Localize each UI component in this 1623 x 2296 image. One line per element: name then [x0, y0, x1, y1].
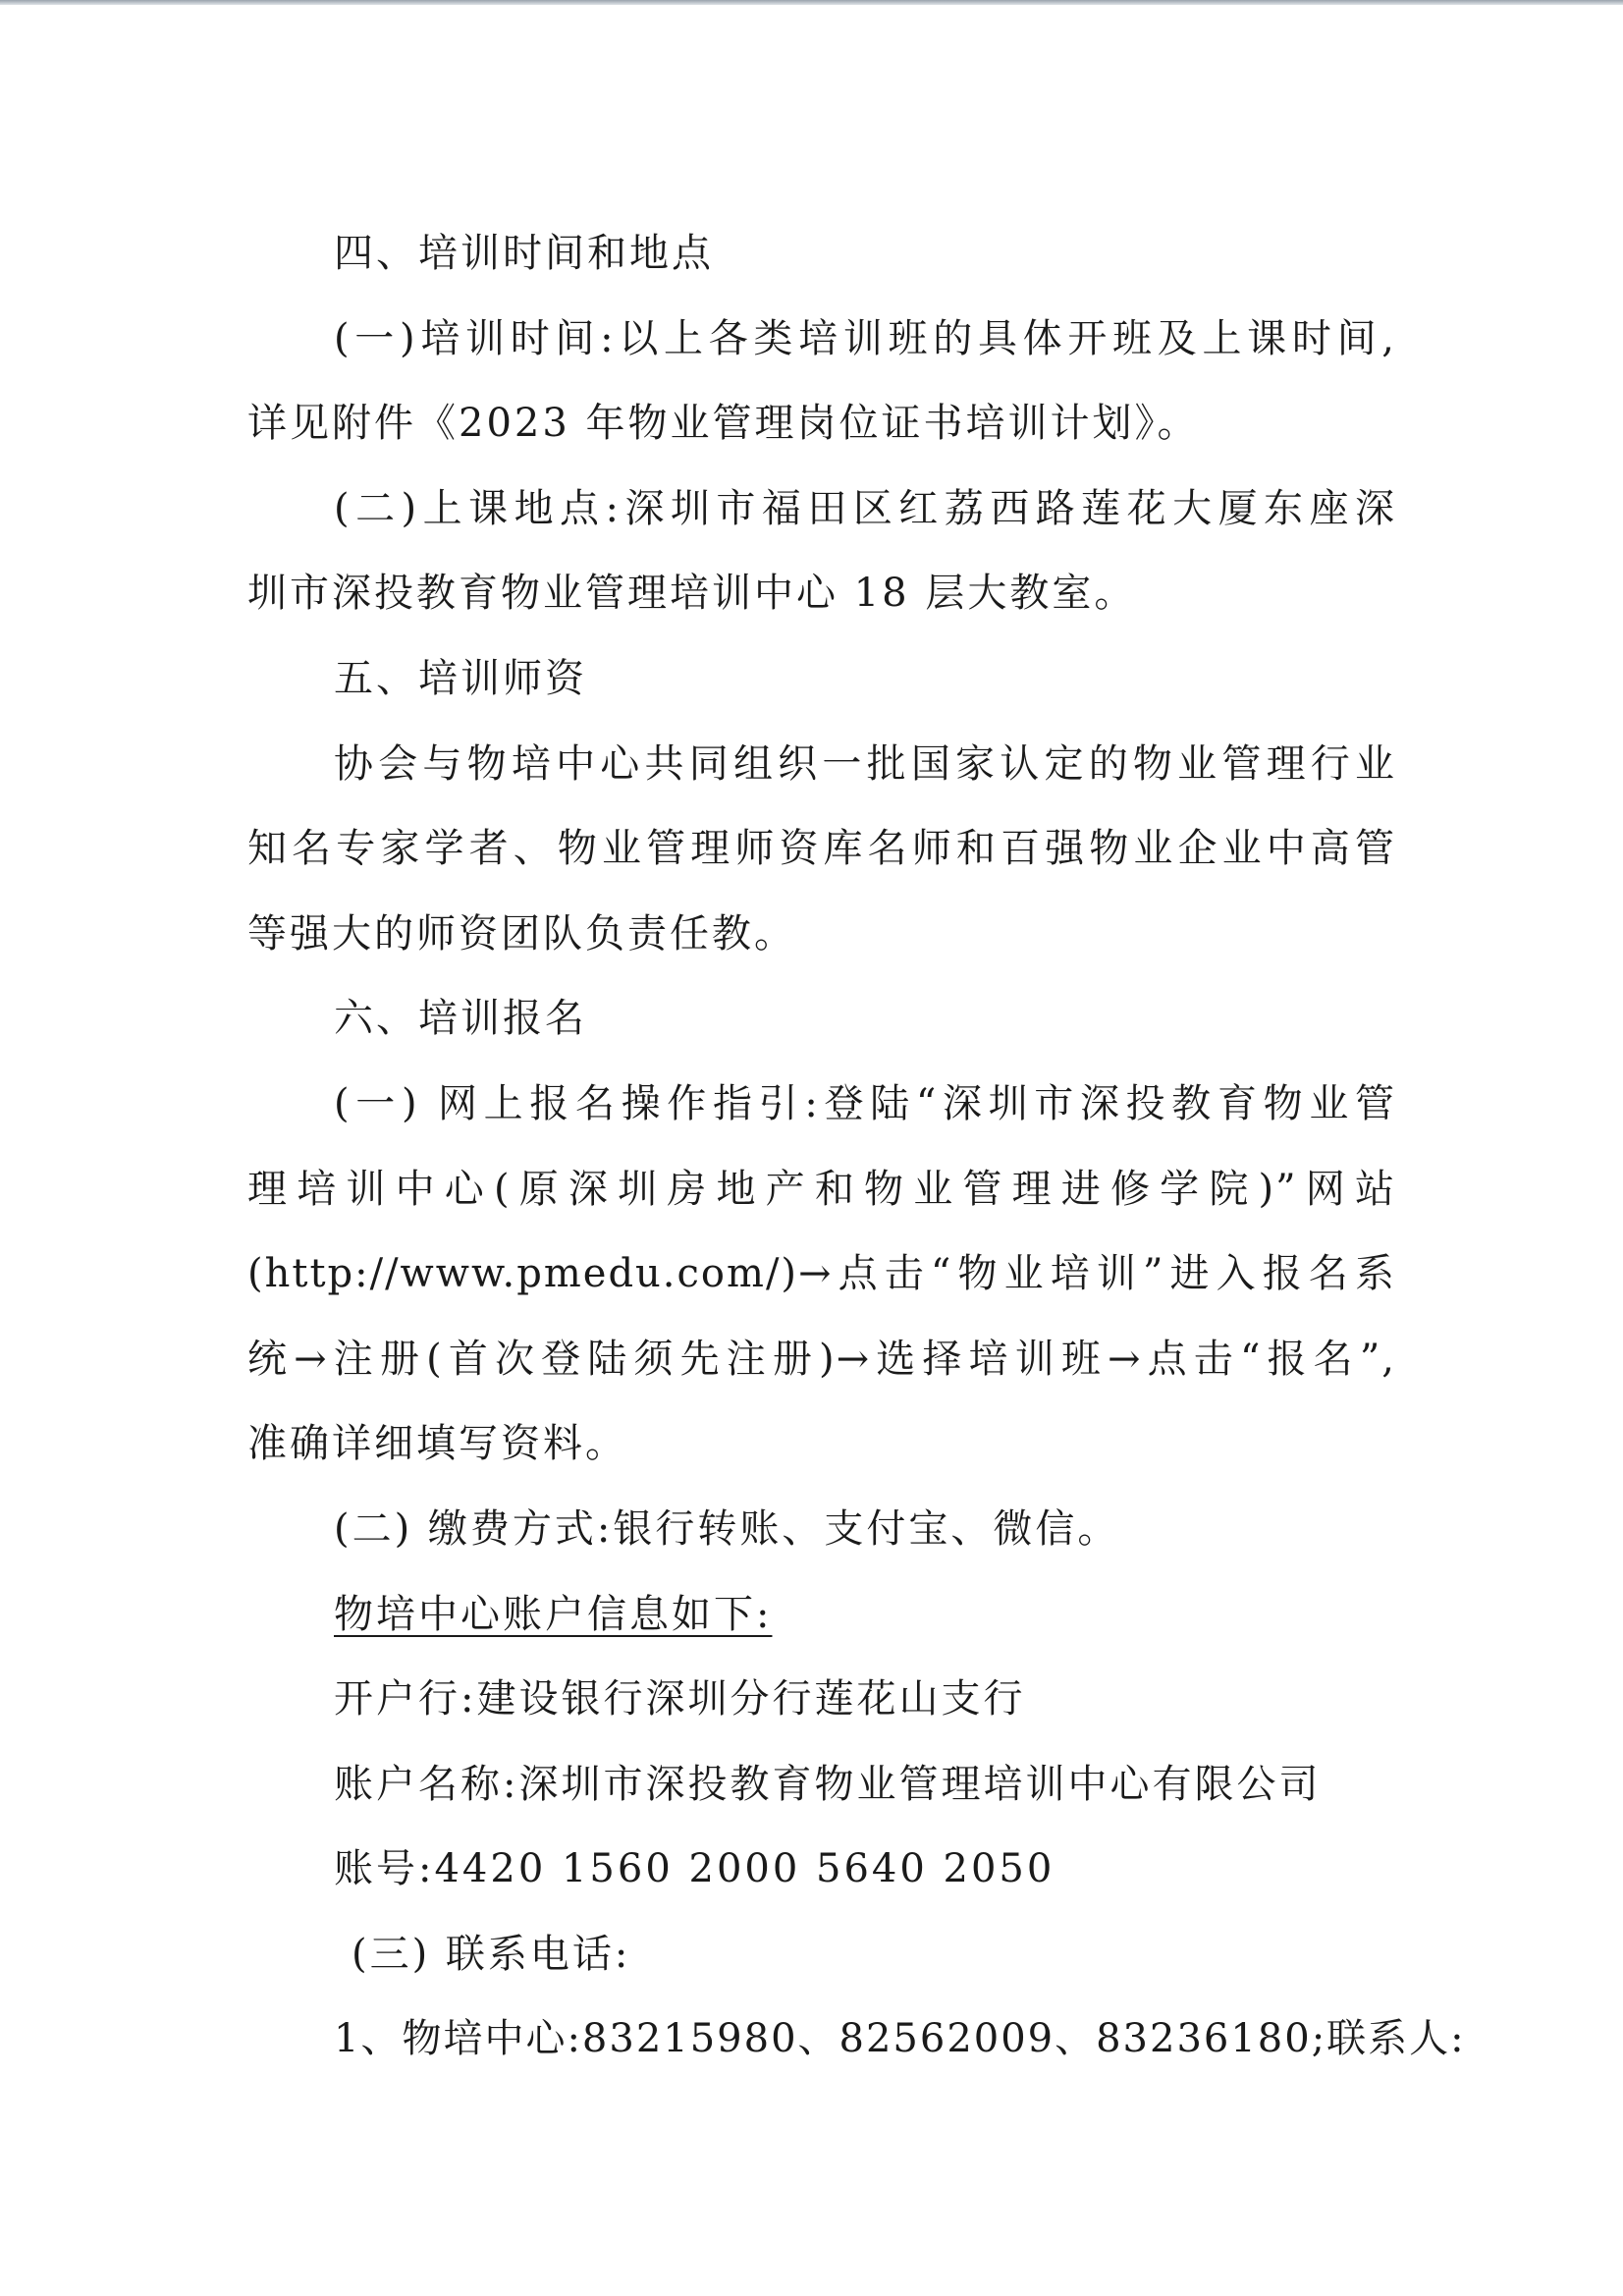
- paragraph-line: 协会与物培中心共同组织一批国家认定的物业管理行业: [334, 740, 1396, 787]
- paragraph-line: 知名专家学者、物业管理师资库名师和百强物业企业中高管: [247, 826, 1396, 872]
- paragraph-line: 圳市深投教育物业管理培训中心 18 层大教室。: [247, 571, 1137, 617]
- account-info-heading: 物培中心账户信息如下:: [334, 1591, 773, 1637]
- section-heading-teachers: 五、培训师资: [334, 655, 587, 701]
- paragraph-line: 准确详细填写资料。: [247, 1421, 627, 1467]
- account-number-line: 账号:4420 1560 2000 5640 2050: [334, 1846, 1055, 1892]
- paragraph-line: 理培训中心(原深圳房地产和物业管理进修学院)”网站: [247, 1166, 1396, 1212]
- contact-phone-heading: (三) 联系电话:: [352, 1931, 631, 1977]
- paragraph-line: 统→注册(首次登陆须先注册)→选择培训班→点击“报名”,: [247, 1336, 1396, 1382]
- paragraph-line: (一)培训时间:以上各类培训班的具体开班及上课时间,: [334, 315, 1396, 361]
- contact-phone-line: 1、物培中心:83215980、82562009、83236180;联系人:: [334, 2016, 1466, 2062]
- section-heading-training-time-place: 四、培训时间和地点: [334, 231, 714, 276]
- account-name-line: 账户名称:深圳市深投教育物业管理培训中心有限公司: [334, 1761, 1322, 1807]
- document-page: [247, 211, 1466, 2082]
- paragraph-line: (二) 缴费方式:银行转账、支付宝、微信。: [334, 1505, 1120, 1552]
- paragraph-line: 详见附件《2023 年物业管理岗位证书培训计划》。: [247, 401, 1200, 447]
- paragraph-line: (http://www.pmedu.com/)→点击“物业培训”进入报名系: [247, 1251, 1396, 1297]
- section-heading-registration: 六、培训报名: [334, 996, 587, 1042]
- bank-name-line: 开户行:建设银行深圳分行莲花山支行: [334, 1676, 1026, 1722]
- paragraph-line: 等强大的师资团队负责任教。: [247, 910, 796, 957]
- scan-top-edge: [0, 0, 1623, 5]
- paragraph-line: (二)上课地点:深圳市福田区红荔西路莲花大厦东座深: [334, 485, 1396, 531]
- paragraph-line: (一) 网上报名操作指引:登陆“深圳市深投教育物业管: [334, 1080, 1396, 1126]
